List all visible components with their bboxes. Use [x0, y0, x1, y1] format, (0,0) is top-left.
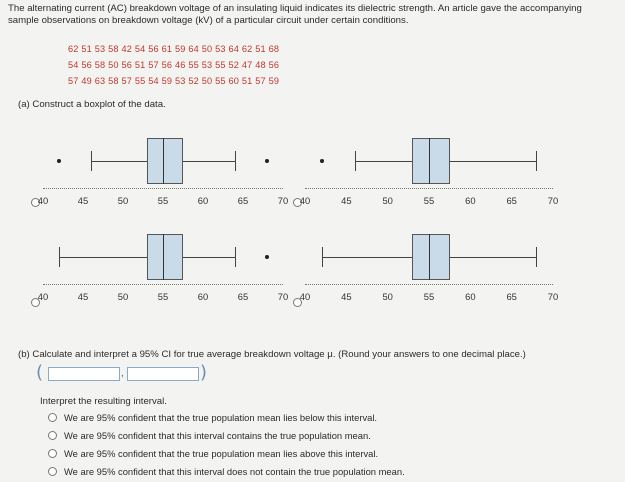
median-line — [429, 234, 430, 280]
box-iqr — [147, 234, 183, 280]
axis-tick-label: 45 — [77, 291, 89, 302]
median-line — [163, 234, 164, 280]
axis-line — [43, 188, 283, 190]
whisker-cap-min — [59, 247, 60, 267]
axis-tick-label: 45 — [341, 195, 352, 206]
whisker-right — [450, 161, 537, 162]
choice-2-radio[interactable] — [48, 431, 57, 440]
axis-tick-label: 60 — [197, 195, 209, 206]
ci-close-paren: ) — [200, 362, 208, 383]
outlier-point — [57, 159, 61, 163]
problem-intro: The alternating current (AC) breakdown voltage of an insulating liquid indicates its dielectric strength. An article gave the accompanying sample observations on breakdown voltage (kV) of a particular circuit under certain conditions. — [8, 3, 582, 26]
choice-1-radio[interactable] — [48, 413, 57, 422]
axis-tick-label: 40 — [37, 291, 49, 302]
boxplot-2 — [299, 124, 563, 214]
axis-tick-label: 40 — [37, 195, 49, 206]
axis-tick-label: 65 — [506, 195, 517, 206]
axis-tick-label: 50 — [382, 195, 393, 206]
axis-tick-label: 60 — [465, 291, 476, 302]
axis-tick-label: 55 — [423, 291, 435, 302]
axis-tick-label: 70 — [547, 291, 559, 302]
whisker-cap-max — [536, 247, 537, 267]
whisker-right — [450, 257, 537, 258]
axis-tick-label: 55 — [157, 291, 169, 302]
choice-3-radio[interactable] — [48, 449, 57, 458]
whisker-cap-min — [322, 247, 323, 267]
axis-tick-label: 50 — [117, 291, 129, 302]
interpret-label: Interpret the resulting interval. — [40, 396, 167, 407]
axis-tick-label: 50 — [117, 195, 129, 206]
whisker-cap-max — [235, 247, 236, 267]
ci-upper-input[interactable] — [127, 367, 199, 381]
box-iqr — [412, 234, 449, 280]
axis-tick-label: 40 — [299, 195, 311, 206]
boxplot-option-4[interactable] — [293, 220, 563, 310]
axis-tick-label: 70 — [547, 195, 559, 206]
axis-tick-label: 60 — [197, 291, 209, 302]
axis-tick-label: 70 — [277, 195, 289, 206]
whisker-left — [59, 257, 147, 258]
whisker-right — [183, 257, 235, 258]
part-b-label: (b) Calculate and interpret a 95% CI for true average breakdown voltage μ. (Round your answers to one decimal place.) — [18, 349, 526, 360]
choice-4-radio[interactable] — [48, 467, 57, 476]
choice-1-text: We are 95% confident that the true population mean lies below this interval. — [64, 412, 378, 423]
whisker-left — [322, 257, 413, 258]
axis-tick-label: 55 — [157, 195, 169, 206]
axis-line — [305, 284, 553, 286]
boxplot-option-1[interactable] — [31, 124, 293, 214]
box-iqr — [147, 138, 183, 184]
boxplot-3 — [37, 220, 293, 310]
boxplot-1 — [37, 124, 293, 214]
data-row-1: 62 51 53 58 42 54 56 61 59 64 50 53 64 62 51 68 — [68, 44, 280, 54]
whisker-left — [91, 161, 147, 162]
data-row-2: 54 56 58 50 56 51 57 56 46 55 53 55 52 47 48 56 — [68, 60, 280, 70]
boxplot-4 — [299, 220, 563, 310]
choice-3-text: We are 95% confident that the true population mean lies above this interval. — [64, 448, 379, 459]
choice-2-text: We are 95% confident that this interval contains the true population mean. — [64, 430, 371, 441]
whisker-cap-min — [355, 151, 356, 171]
box-iqr — [412, 138, 449, 184]
whisker-cap-min — [91, 151, 92, 171]
outlier-point — [320, 159, 324, 163]
axis-tick-label: 65 — [237, 291, 249, 302]
median-line — [163, 138, 164, 184]
axis-tick-label: 45 — [341, 291, 352, 302]
whisker-right — [183, 161, 235, 162]
axis-tick-label: 60 — [465, 195, 476, 206]
whisker-cap-max — [536, 151, 537, 171]
axis-tick-label: 70 — [277, 291, 289, 302]
outlier-point — [265, 255, 269, 259]
whisker-cap-max — [235, 151, 236, 171]
axis-tick-label: 50 — [382, 291, 393, 302]
boxplot-option-2[interactable] — [293, 124, 563, 214]
axis-tick-label: 40 — [299, 291, 311, 302]
axis-tick-label: 55 — [423, 195, 435, 206]
axis-tick-label: 65 — [506, 291, 517, 302]
ci-lower-input[interactable] — [48, 367, 120, 381]
data-row-3: 57 49 63 58 57 55 54 59 53 52 50 55 60 51 57 59 — [68, 76, 280, 86]
choice-4-text: We are 95% confident that this interval does not contain the true population mean. — [64, 466, 405, 477]
axis-line — [305, 188, 553, 190]
whisker-left — [355, 161, 413, 162]
median-line — [429, 138, 430, 184]
outlier-point — [265, 159, 269, 163]
axis-tick-label: 45 — [77, 195, 89, 206]
part-a-label: (a) Construct a boxplot of the data. — [18, 99, 166, 110]
ci-comma: , — [121, 368, 124, 379]
axis-tick-label: 65 — [237, 195, 249, 206]
ci-open-paren: ( — [36, 362, 44, 383]
axis-line — [43, 284, 283, 286]
boxplot-option-3[interactable] — [31, 220, 293, 310]
